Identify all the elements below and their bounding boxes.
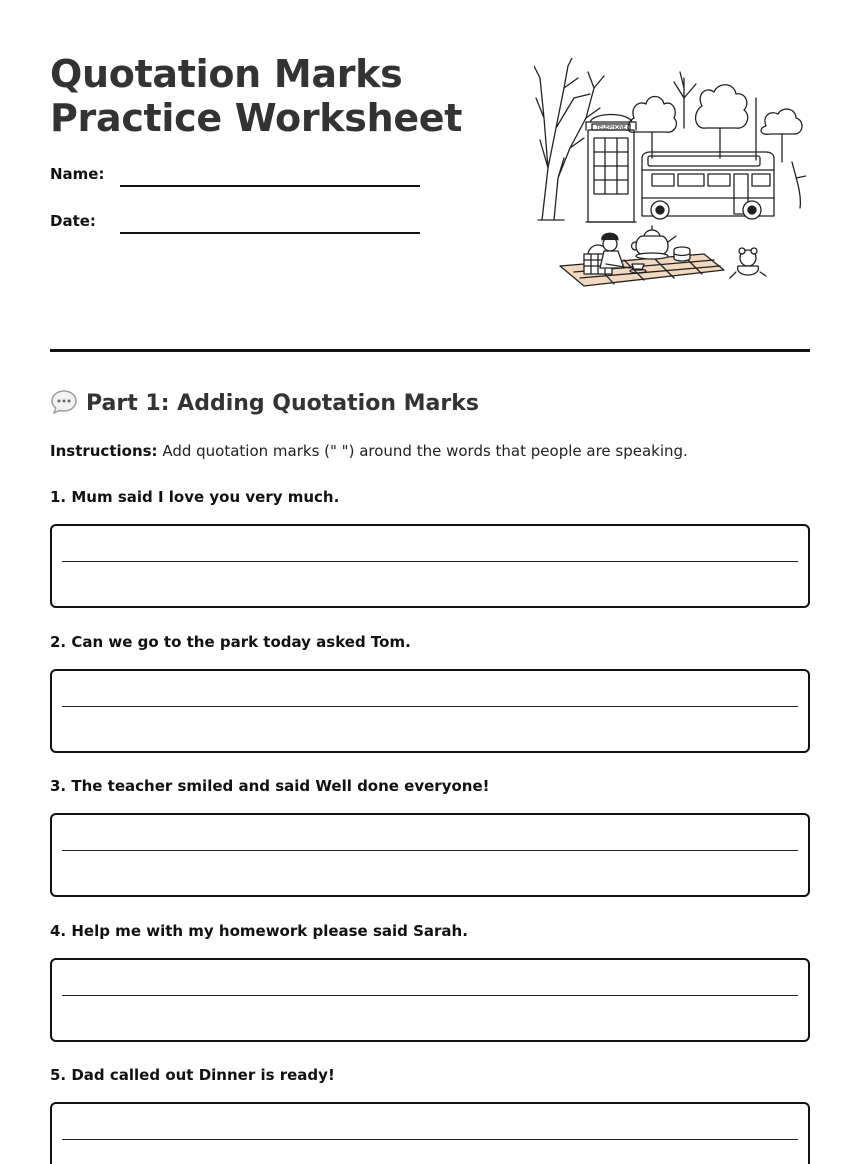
date-field[interactable] xyxy=(50,211,420,235)
question-text: 4. Help me with my homework please said Sarah. xyxy=(50,922,468,940)
instructions-label: Instructions: xyxy=(50,442,158,460)
question-text: 5. Dad called out Dinner is ready! xyxy=(50,1066,335,1084)
section-title-text: Part 1: Adding Quotation Marks xyxy=(86,391,479,416)
teapot-icon xyxy=(632,226,677,259)
teddy-bear-icon xyxy=(730,248,766,278)
cake-icon xyxy=(674,247,690,261)
answer-line xyxy=(62,995,798,996)
tree-background-icon xyxy=(628,72,806,208)
instructions-text: Add quotation marks (" ") around the words that people are speaking. xyxy=(157,442,688,460)
answer-box-1[interactable] xyxy=(50,524,810,608)
title-line-2: Practice Worksheet xyxy=(50,96,463,140)
answer-line xyxy=(62,1139,798,1140)
answer-box-4[interactable] xyxy=(50,958,810,1042)
name-label: Name: xyxy=(50,165,105,183)
answer-line xyxy=(62,561,798,562)
park-picnic-illustration xyxy=(534,58,806,312)
answer-line xyxy=(62,850,798,851)
phone-box-sign: TELEPHONE xyxy=(596,125,626,131)
header-divider xyxy=(50,349,810,352)
question-text: 2. Can we go to the park today asked Tom. xyxy=(50,633,411,651)
answer-box-3[interactable] xyxy=(50,813,810,897)
double-decker-bus-icon xyxy=(642,152,774,219)
title-line-1: Quotation Marks xyxy=(50,52,403,96)
question-text: 1. Mum said I love you very much. xyxy=(50,488,340,506)
name-write-line[interactable] xyxy=(120,185,420,187)
date-write-line[interactable] xyxy=(120,232,420,234)
instructions xyxy=(50,440,688,462)
answer-line xyxy=(62,706,798,707)
answer-box-2[interactable] xyxy=(50,669,810,753)
worksheet-title xyxy=(50,52,462,140)
section-title xyxy=(50,388,479,420)
answer-box-5[interactable] xyxy=(50,1102,810,1164)
name-field[interactable] xyxy=(50,164,420,188)
speech-bubble-icon xyxy=(50,389,78,415)
date-label: Date: xyxy=(50,212,96,230)
question-text: 3. The teacher smiled and said Well done everyone! xyxy=(50,777,490,795)
